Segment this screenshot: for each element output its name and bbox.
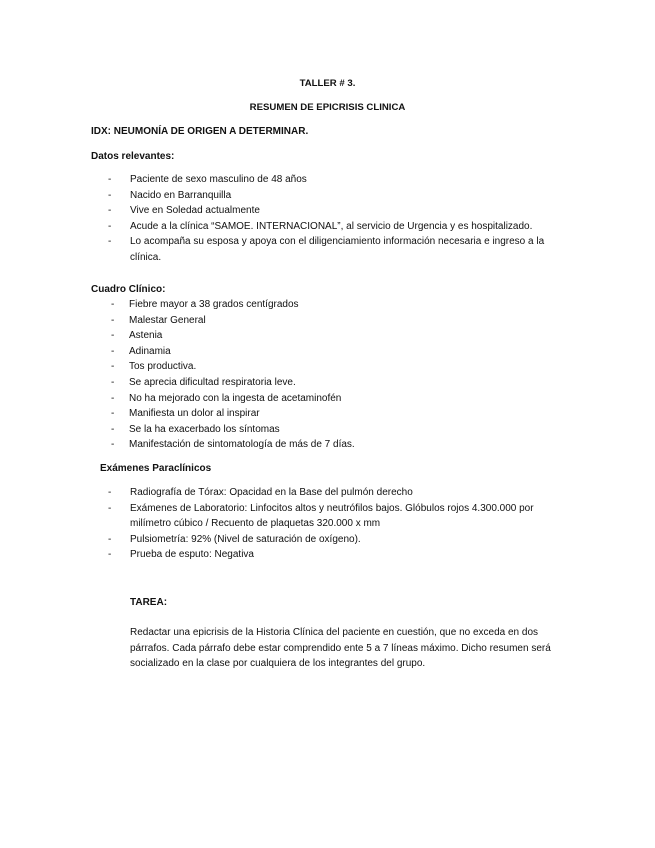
- bullet-dash: -: [108, 174, 112, 185]
- bullet-dash: -: [111, 439, 115, 451]
- bullet-dash: -: [111, 423, 115, 435]
- bullet-dash: -: [111, 408, 115, 420]
- examenes-list: [108, 485, 568, 563]
- bullet-dash: -: [111, 376, 115, 388]
- list-item: - Acude a la clínica “SAMOE. INTERNACIONAL”, al servicio de Urgencia y es hospitalizado.: [108, 219, 568, 235]
- list-item: - Lo acompaña su esposa y apoya con el diligenciamiento información necesaria e ingreso a la clínica.: [108, 236, 545, 263]
- bullet-dash: -: [111, 299, 115, 310]
- list-item: - Nacido en Barranquilla: [108, 188, 568, 204]
- list-item: - Prueba de esputo: Negativa: [108, 547, 568, 563]
- datos-heading: Datos relevantes:: [91, 151, 175, 162]
- bullet-dash: -: [108, 502, 112, 514]
- list-item: - Vive en Soledad actualmente: [108, 203, 568, 219]
- list-item: - Astenia: [111, 328, 571, 344]
- bullet-dash: -: [108, 236, 112, 248]
- list-item: - Paciente de sexo masculino de 48 años: [108, 172, 568, 188]
- bullet-dash: -: [108, 487, 112, 498]
- document-subtitle: RESUMEN DE EPICRISIS CLINICA: [249, 102, 406, 113]
- list-item: - Radiografía de Tórax: Opacidad en la Base del pulmón derecho: [108, 485, 568, 501]
- document-title: TALLER # 3.: [299, 78, 356, 89]
- bullet-dash: -: [111, 330, 115, 342]
- list-item: - Malestar General: [111, 313, 571, 329]
- diagnosis-line: IDX: NEUMONÍA DE ORIGEN A DETERMINAR.: [91, 126, 309, 137]
- bullet-dash: -: [108, 189, 112, 201]
- examenes-heading: Exámenes Paraclínicos: [100, 463, 212, 474]
- bullet-dash: -: [111, 314, 115, 326]
- list-item: - Manifiesta un dolor al inspirar: [111, 406, 571, 422]
- bullet-dash: -: [108, 549, 112, 561]
- list-item: - Pulsiometría: 92% (Nivel de saturación de oxígeno).: [108, 532, 568, 548]
- bullet-dash: -: [111, 361, 115, 373]
- bullet-dash: -: [108, 205, 112, 217]
- list-item: - Fiebre mayor a 38 grados centígrados: [111, 297, 571, 313]
- bullet-dash: -: [111, 392, 115, 404]
- tarea-heading: TAREA:: [130, 597, 168, 608]
- list-item: - Se aprecia dificultad respiratoria leve.: [111, 375, 571, 391]
- list-item: - Adinamia: [111, 344, 571, 360]
- list-item: - Se la ha exacerbado los síntomas: [111, 422, 571, 438]
- list-item: - Tos productiva.: [111, 359, 571, 375]
- cuadro-heading: Cuadro Clínico:: [91, 284, 166, 295]
- bullet-dash: -: [111, 345, 115, 357]
- tarea-body: Redactar una epicrisis de la Historia Clínica del paciente en cuestión, que no exceda en dos párrafos. Cada párrafo debe estar comprendido ente 5 a 7 líneas máximo. Dicho resumen será socializado en la clase por cualquiera de los integrantes del grupo.: [130, 627, 551, 670]
- list-item: - Exámenes de Laboratorio: Linfocitos altos y neutrófilos bajos. Glóbulos rojos 4.300.000 por milímetro cúbico / Recuento de plaquetas 320.000 x mm: [108, 502, 534, 530]
- datos-list: [108, 172, 568, 266]
- bullet-dash: -: [108, 533, 112, 545]
- list-item: - Manifestación de sintomatología de más de 7 días.: [111, 437, 571, 453]
- cuadro-list: [111, 297, 571, 453]
- list-item: - No ha mejorado con la ingesta de acetaminofén: [111, 391, 571, 407]
- bullet-dash: -: [108, 220, 112, 232]
